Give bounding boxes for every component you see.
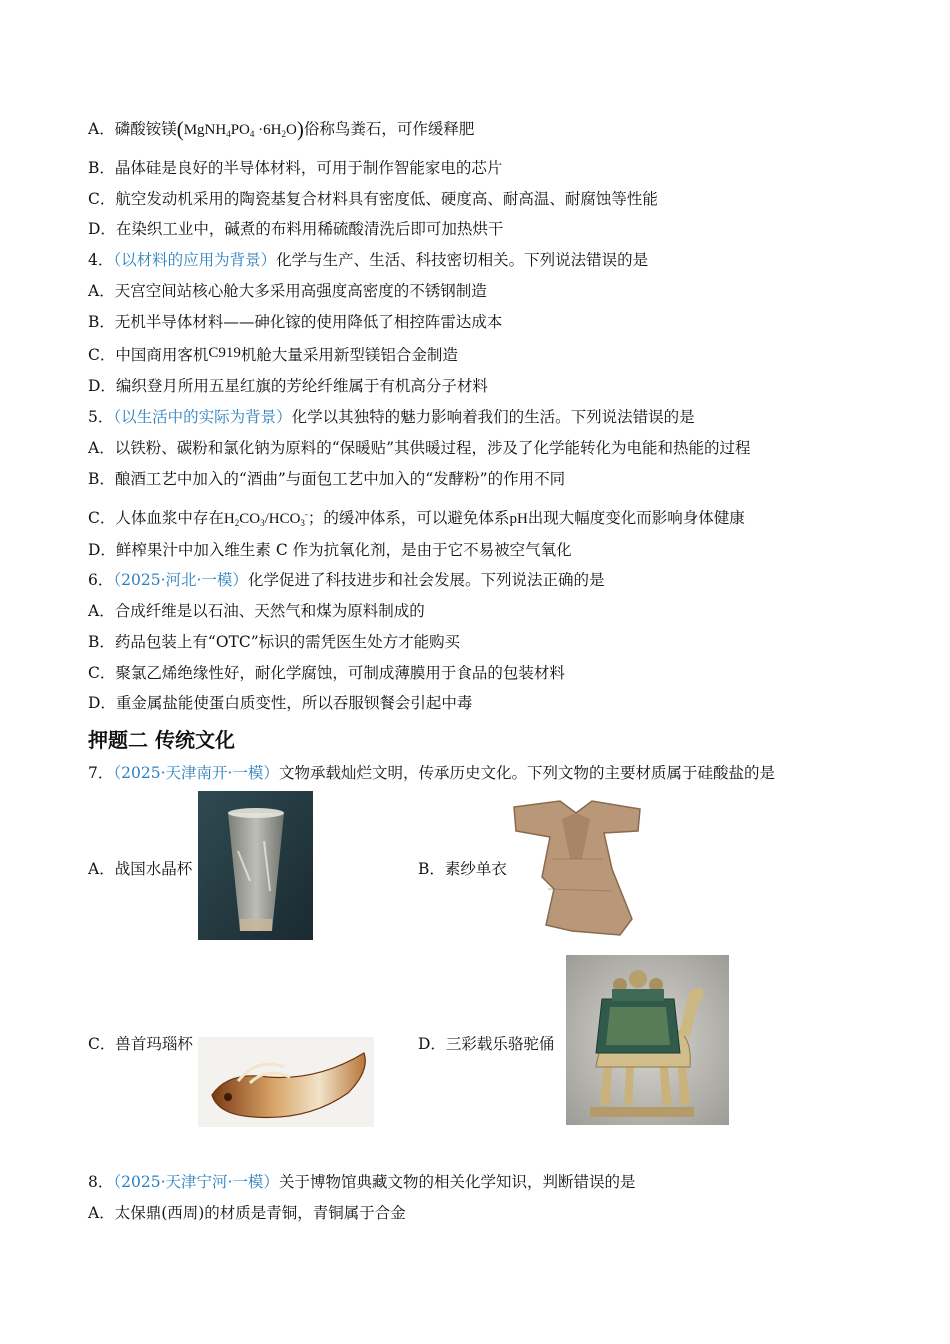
q6-option-d: D．重金属盐能使蛋白质变性，所以吞服钡餐会引起中毒	[88, 694, 473, 712]
q8-option-a: A．太保鼎(西周)的材质是青铜，青铜属于合金	[88, 1204, 406, 1222]
q6-source: （2025·河北·一模）	[113, 571, 248, 589]
q7-option-a: A．战国水晶杯	[88, 860, 193, 878]
q7-option-c: C．兽首玛瑙杯	[88, 1035, 193, 1053]
q7-source: （2025·天津南开·一模）	[113, 764, 279, 782]
q4-stem: 4．（以材料的应用为背景）化学与生产、生活、科技密切相关。下列说法错误的是	[88, 251, 649, 269]
gauze-robe-image	[512, 799, 642, 939]
section-heading: 押题二 传统文化	[88, 728, 235, 752]
q5-formula: $H_2CO_3/HCO_3^-$	[223, 509, 308, 528]
q5-stem: 5．（以生活中的实际为背景）化学以其独特的魅力影响着我们的生活。下列说法错误的是	[88, 408, 695, 426]
q7-option-b: B．素纱单衣	[418, 860, 507, 878]
q4-option-c: C．中国商用客机C919机舱大量采用新型镁铝合金制造	[88, 345, 458, 364]
q8-source: （2025·天津宁河·一模）	[113, 1173, 279, 1191]
q7-option-d: D．三彩载乐骆驼俑	[418, 1035, 555, 1053]
q4-source: （以材料的应用为背景）	[113, 251, 277, 269]
q4-option-a: A．天宫空间站核心舱大多采用高强度高密度的不锈钢制造	[88, 282, 487, 300]
q7-stem: 7．（2025·天津南开·一模）文物承载灿烂文明，传承历史文化。下列文物的主要材质属于硅酸盐的是	[88, 764, 775, 782]
q3-option-a: A．磷酸铵镁$(MgNH_4PO_4 \cdot 6H_2O)$俗称鸟粪石，可作缓释肥	[88, 117, 475, 141]
q6-stem: 6．（2025·河北·一模）化学促进了科技进步和社会发展。下列说法正确的是	[88, 571, 605, 589]
q5-option-b: B．酿酒工艺中加入的“酒曲”与面包工艺中加入的“发酵粉”的作用不同	[88, 470, 566, 488]
q3-option-d: D．在染织工业中，碱煮的布料用稀硫酸清洗后即可加热烘干	[88, 220, 504, 238]
q4-option-d: D．编织登月所用五星红旗的芳纶纤维属于有机高分子材料	[88, 377, 488, 395]
q6-option-c: C．聚氯乙烯绝缘性好，耐化学腐蚀，可制成薄膜用于食品的包装材料	[88, 664, 565, 682]
q3-option-c: C．航空发动机采用的陶瓷基复合材料具有密度低、硬度高、耐高温、耐腐蚀等性能	[88, 190, 658, 208]
q5-option-c: C．人体血浆中存在$H_2CO_3/HCO_3^-$；的缓冲体系，可以避免体系pH出现大幅度变化而影响身体健康	[88, 509, 745, 528]
agate-cup-image	[198, 1037, 374, 1127]
q4-model: C919	[208, 345, 241, 361]
q8-stem: 8．（2025·天津宁河·一模）关于博物馆典藏文物的相关化学知识，判断错误的是	[88, 1173, 636, 1191]
q5-source: （以生活中的实际为背景）	[113, 408, 292, 426]
q4-option-b: B．无机半导体材料——砷化镓的使用降低了相控阵雷达成本	[88, 313, 503, 331]
q3-formula: $(MgNH_4PO_4 \cdot 6H_2O)$	[176, 117, 304, 141]
q5-ph: pH	[509, 511, 528, 527]
q3-option-b: B．晶体硅是良好的半导体材料，可用于制作智能家电的芯片	[88, 159, 503, 177]
q5-option-a: A．以铁粉、碳粉和氯化钠为原料的“保暖贴”其供暖过程，涉及了化学能转化为电能和热能的过程	[88, 439, 751, 457]
q6-option-b: B．药品包装上有“OTC”标识的需凭医生处方才能购买	[88, 633, 461, 651]
crystal-cup-image	[198, 791, 313, 940]
camel-figurine-image	[566, 955, 729, 1125]
q5-option-d: D．鲜榨果汁中加入维生素 C 作为抗氧化剂，是由于它不易被空气氧化	[88, 541, 572, 559]
q6-option-a: A．合成纤维是以石油、天然气和煤为原料制成的	[88, 602, 425, 620]
